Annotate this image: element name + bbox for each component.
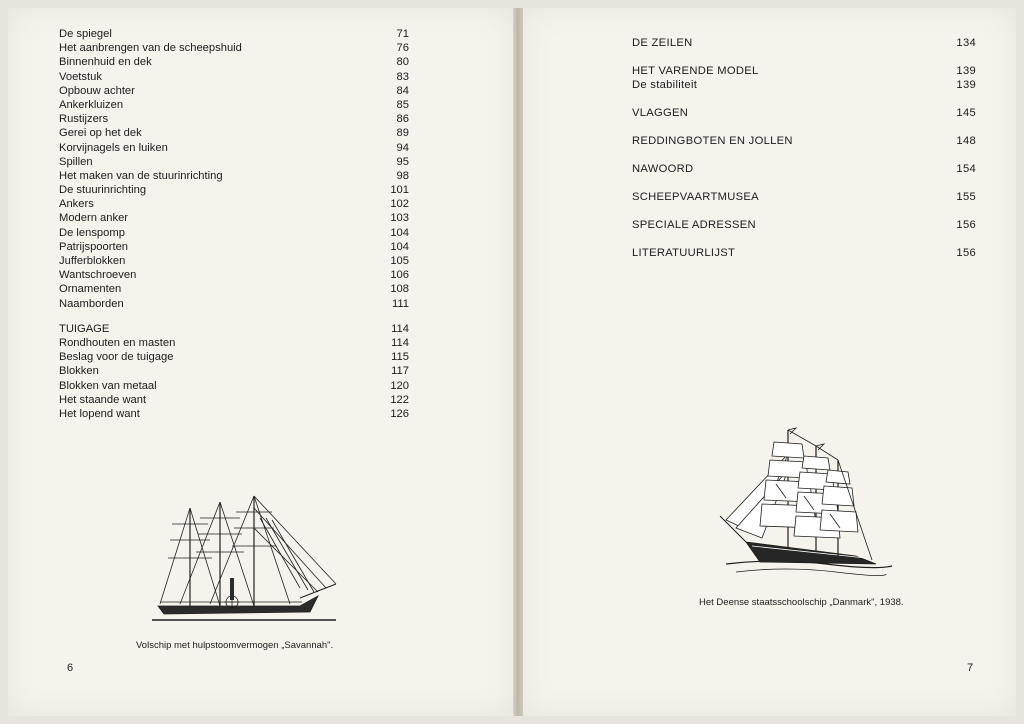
page-number-right: 7 <box>967 662 974 674</box>
toc-entry-page: 126 <box>390 407 409 420</box>
toc-entry-page: 105 <box>390 255 409 267</box>
toc-entry <box>59 393 409 407</box>
savannah-caption: Volschip met hulpstoomvermogen „Savannah". <box>136 640 334 651</box>
toc-entry <box>59 336 409 350</box>
toc-tuigage-section <box>59 322 409 421</box>
toc-entry-title: Het aanbrengen van de scheepshuid <box>59 42 242 55</box>
toc-entry-page: 104 <box>390 240 409 253</box>
toc-entry-page: 120 <box>390 379 409 392</box>
toc-entry <box>632 162 976 176</box>
toc-entry-page: 101 <box>390 184 409 197</box>
toc-entry-page: 76 <box>396 42 409 55</box>
toc-group-nawoord <box>632 162 976 176</box>
toc-entry-title: REDDINGBOTEN EN JOLLEN <box>632 135 793 147</box>
toc-entry-page: 114 <box>391 336 409 349</box>
toc-entry-page: 89 <box>396 127 409 140</box>
savannah-ship-illustration <box>150 488 340 624</box>
toc-entry <box>632 78 976 92</box>
toc-entry-page: 95 <box>396 155 409 168</box>
toc-entry-title: SPECIALE ADRESSEN <box>632 219 756 231</box>
toc-entry-page: 122 <box>390 393 409 406</box>
toc-entry-page: 104 <box>390 226 409 239</box>
toc-entry <box>59 112 409 126</box>
toc-group-vlaggen <box>632 106 976 120</box>
toc-left <box>59 27 409 421</box>
page-number-left: 6 <box>67 662 74 674</box>
book-gutter <box>513 8 523 716</box>
toc-entry <box>59 240 409 254</box>
toc-entry-title: De lenspomp <box>59 226 125 239</box>
toc-entry-title: Voetstuk <box>59 70 102 83</box>
toc-entry-title: Beslag voor de tuigage <box>59 351 174 364</box>
toc-entry <box>59 41 409 55</box>
toc-entry-title: LITERATUURLIJST <box>632 247 736 259</box>
toc-entry <box>59 84 409 98</box>
toc-entry-title: Blokken van metaal <box>59 379 157 392</box>
toc-entry <box>59 98 409 112</box>
toc-entry-page: 85 <box>396 98 409 111</box>
danmark-caption: Het Deense staatsschoolschip „Danmark", 1938. <box>699 597 904 608</box>
toc-entry-title: Rondhouten en masten <box>59 336 176 349</box>
toc-entry-page: 80 <box>396 56 409 69</box>
toc-entry <box>59 254 409 268</box>
toc-entry <box>59 407 409 421</box>
toc-entry-page: 98 <box>396 169 409 182</box>
toc-entry-page: 84 <box>396 84 409 97</box>
toc-entry <box>59 55 409 69</box>
toc-entry-title: Ornamenten <box>59 283 122 296</box>
toc-entry-title: De stabiliteit <box>632 79 698 91</box>
toc-entry-title: Rustijzers <box>59 113 109 126</box>
toc-entry-title: Gerei op het dek <box>59 127 142 140</box>
toc-entry-page: 83 <box>396 70 409 83</box>
toc-entry <box>632 218 976 232</box>
toc-entry-page: 139 <box>956 79 976 91</box>
toc-entry-title: De spiegel <box>59 28 112 40</box>
toc-entry-title: De stuurinrichting <box>59 184 147 197</box>
toc-entry-title: Ankers <box>59 198 94 211</box>
danmark-ship-illustration <box>716 424 896 580</box>
toc-entry-title: Het lopend want <box>59 407 140 420</box>
toc-entry-page: 71 <box>396 28 409 40</box>
toc-entry-page: 86 <box>396 113 409 126</box>
toc-right <box>632 36 976 260</box>
toc-entry-page: 114 <box>391 322 409 335</box>
toc-entry <box>59 70 409 84</box>
toc-entry <box>59 322 409 336</box>
toc-entry-title: VLAGGEN <box>632 107 689 119</box>
toc-entry-page: 148 <box>956 135 976 147</box>
toc-entry-title: HET VARENDE MODEL <box>632 65 759 77</box>
toc-entry <box>632 106 976 120</box>
toc-entry-title: DE ZEILEN <box>632 37 693 49</box>
toc-group-varende-model <box>632 64 976 92</box>
toc-entry-title: Korvijnagels en luiken <box>59 141 168 154</box>
toc-entry-title: Ankerkluizen <box>59 98 124 111</box>
toc-entry <box>59 226 409 240</box>
toc-entry <box>59 282 409 296</box>
toc-entry <box>59 268 409 282</box>
toc-entry-page: 134 <box>956 37 976 49</box>
toc-entry-title: Blokken <box>59 365 99 378</box>
toc-entry-title: SCHEEPVAARTMUSEA <box>632 191 759 203</box>
toc-entry-page: 94 <box>396 141 409 154</box>
toc-entry <box>59 211 409 225</box>
toc-entry <box>59 27 409 41</box>
toc-entry-page: 117 <box>391 365 409 378</box>
toc-entry <box>59 350 409 364</box>
toc-entry <box>632 134 976 148</box>
toc-entry-title: Naamborden <box>59 297 124 310</box>
toc-entry <box>632 36 976 50</box>
toc-entry-title: Wantschroeven <box>59 269 137 282</box>
toc-group-reddingboten <box>632 134 976 148</box>
toc-entry-title: Modern anker <box>59 212 129 225</box>
toc-entry-page: 154 <box>956 163 976 175</box>
toc-left-entries <box>59 27 409 311</box>
toc-entry <box>632 64 976 78</box>
toc-entry <box>59 297 409 311</box>
toc-entry <box>59 155 409 169</box>
toc-entry-page: 156 <box>956 247 976 259</box>
toc-entry <box>59 364 409 378</box>
toc-entry-page: 102 <box>390 198 409 211</box>
toc-entry-title: NAWOORD <box>632 163 694 175</box>
toc-entry-page: 115 <box>391 351 409 364</box>
toc-entry-page: 145 <box>956 107 976 119</box>
toc-group-de-zeilen <box>632 36 976 50</box>
toc-entry-title: TUIGAGE <box>59 322 110 335</box>
toc-entry-title: Jufferblokken <box>59 255 126 267</box>
toc-group-literatuurlijst <box>632 246 976 260</box>
toc-entry-page: 155 <box>956 191 976 203</box>
toc-entry-page: 103 <box>390 212 409 225</box>
toc-entry-page: 106 <box>390 269 409 282</box>
toc-entry-page: 156 <box>956 219 976 231</box>
toc-entry-title: Het maken van de stuurinrichting <box>59 169 223 182</box>
toc-entry <box>59 141 409 155</box>
toc-group-scheepvaartmusea <box>632 190 976 204</box>
toc-entry-title: Spillen <box>59 155 93 168</box>
toc-entry <box>632 190 976 204</box>
toc-entry <box>632 246 976 260</box>
toc-entry <box>59 126 409 140</box>
toc-entry-page: 108 <box>390 283 409 296</box>
section-gap <box>59 311 409 322</box>
toc-entry-title: Opbouw achter <box>59 84 135 97</box>
toc-entry <box>59 197 409 211</box>
toc-entry-page: 139 <box>956 65 976 77</box>
toc-entry <box>59 183 409 197</box>
toc-group-speciale-adressen <box>632 218 976 232</box>
toc-entry-page: 111 <box>391 297 409 310</box>
toc-entry <box>59 379 409 393</box>
toc-entry-title: Patrijspoorten <box>59 240 129 253</box>
toc-entry-title: Het staande want <box>59 393 147 406</box>
toc-entry <box>59 169 409 183</box>
toc-entry-title: Binnenhuid en dek <box>59 56 152 69</box>
